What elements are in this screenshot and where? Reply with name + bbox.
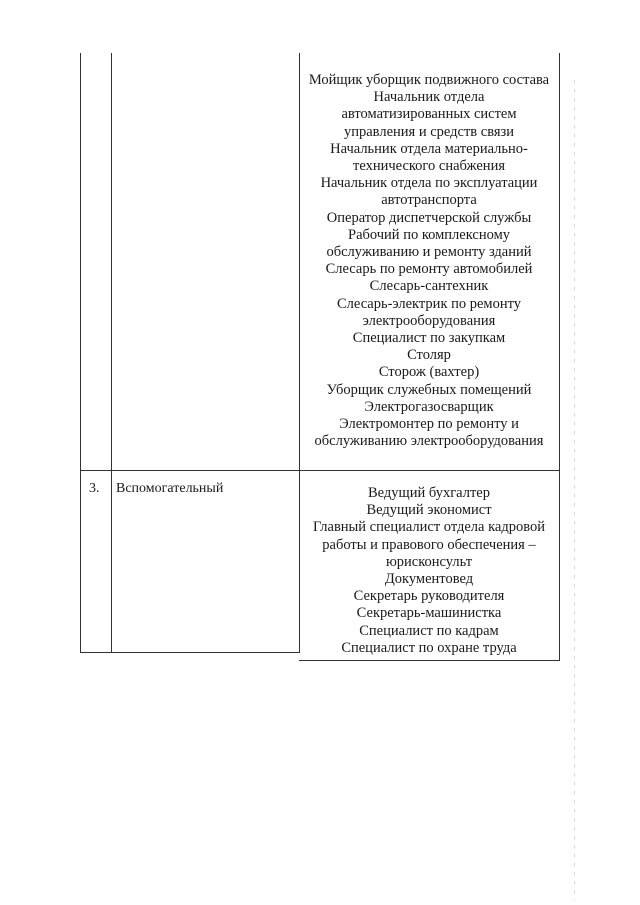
position-item: Оператор диспетчерской службы bbox=[326, 209, 532, 226]
position-item: автоматизированных систем bbox=[341, 106, 517, 123]
position-item: Ведущий бухгалтер bbox=[368, 485, 490, 501]
category-name: Вспомогательный bbox=[116, 481, 224, 496]
positions-list-continued bbox=[300, 72, 558, 450]
position-item: Рабочий по комплексному bbox=[348, 226, 510, 243]
table-bottom-border-right bbox=[299, 660, 560, 661]
position-item: Документовед bbox=[384, 571, 474, 588]
positions-list-row-3 bbox=[300, 485, 558, 657]
position-item: Начальник отдела материально- bbox=[330, 140, 528, 157]
table-col-divider-1 bbox=[111, 53, 112, 653]
row-number: 3. bbox=[89, 481, 100, 496]
position-item: работы и правового обеспечения – bbox=[322, 536, 536, 553]
scan-artifact bbox=[574, 80, 575, 900]
table-right-border bbox=[559, 53, 560, 661]
position-item: Слесарь по ремонту автомобилей bbox=[325, 261, 533, 278]
position-item: Слесарь-электрик по ремонту bbox=[336, 295, 522, 312]
position-item: Специалист по закупкам bbox=[352, 330, 506, 347]
position-item: Электрогазосварщик bbox=[364, 398, 494, 415]
position-item: обслуживанию электрооборудования bbox=[314, 433, 544, 450]
position-item: Специалист по охране труда bbox=[341, 639, 517, 656]
position-item: Секретарь-машинистка bbox=[356, 605, 502, 622]
position-item: Мойщик уборщик подвижного состава bbox=[308, 72, 550, 88]
table-left-border bbox=[80, 53, 81, 653]
position-item: Начальник отдела по эксплуатации bbox=[320, 175, 538, 192]
position-item: Слесарь-сантехник bbox=[369, 278, 489, 295]
position-item: Столяр bbox=[407, 347, 451, 364]
position-item: Главный специалист отдела кадровой bbox=[312, 519, 545, 536]
position-item: Ведущий экономист bbox=[366, 502, 492, 519]
position-item: Секретарь руководителя bbox=[353, 588, 505, 605]
position-item: обслуживанию и ремонту зданий bbox=[326, 244, 532, 261]
position-item: Уборщик служебных помещений bbox=[326, 381, 532, 398]
position-item: технического снабжения bbox=[353, 158, 505, 175]
position-item: автотранспорта bbox=[381, 192, 477, 209]
position-item: Начальник отдела bbox=[373, 89, 485, 106]
position-item: электрооборудования bbox=[362, 312, 496, 329]
position-item: юрисконсульт bbox=[385, 553, 473, 570]
position-item: Специалист по кадрам bbox=[359, 622, 499, 639]
table-row-divider bbox=[80, 470, 560, 471]
table-bottom-border bbox=[80, 652, 300, 653]
position-item: Электромонтер по ремонту и bbox=[339, 416, 519, 433]
position-item: Сторож (вахтер) bbox=[378, 364, 480, 381]
position-item: управления и средств связи bbox=[343, 123, 515, 140]
